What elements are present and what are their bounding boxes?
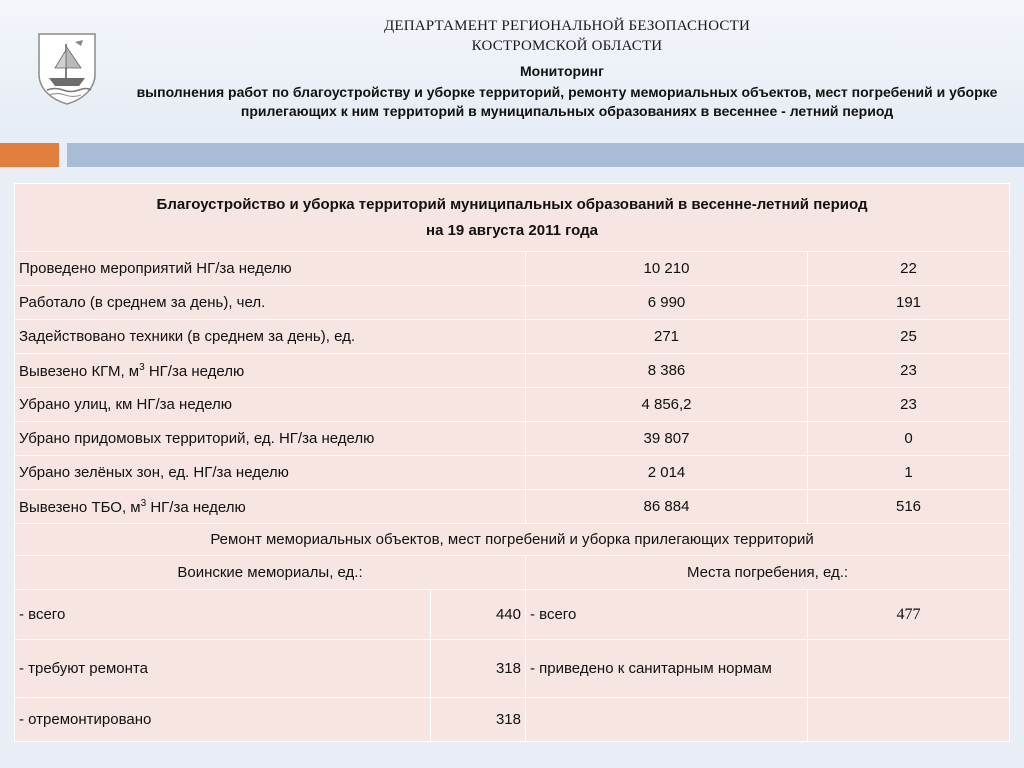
memorials-header: Воинские мемориалы, ед.: — [15, 556, 526, 590]
table-row — [15, 320, 1010, 354]
monitoring-description: выполнения работ по благоустройству и уборке территорий, ремонту мемориальных объектов, мест погребений и уборке прилегающих к ним территорий в муниципальных образованиях в весеннее - летний период — [136, 84, 998, 119]
row-value-week: 23 — [808, 354, 1010, 388]
memorial-label: - требуют ремонта — [15, 640, 431, 698]
table-row — [15, 456, 1010, 490]
row-value-total: 6 990 — [526, 286, 808, 320]
repair-section-header: Ремонт мемориальных объектов, мест погребений и уборка прилегающих территорий — [15, 524, 1010, 556]
row-value-week: 516 — [808, 490, 1010, 524]
table-row — [15, 640, 1010, 698]
row-label: Убрано придомовых территорий, ед. НГ/за неделю — [15, 422, 526, 456]
repair-section-row — [15, 524, 1010, 556]
table-row — [15, 422, 1010, 456]
table-row — [15, 490, 1010, 524]
row-value-total: 2 014 — [526, 456, 808, 490]
row-value-total: 8 386 — [526, 354, 808, 388]
burial-value — [808, 698, 1010, 742]
memorial-label: - отремонтировано — [15, 698, 431, 742]
memorial-value: 318 — [431, 698, 526, 742]
row-label-text-suffix: НГ/за неделю — [144, 362, 245, 380]
table-row — [15, 354, 1010, 388]
row-label-text: Вывезено КГМ, м — [19, 362, 140, 380]
table-title — [15, 184, 1010, 252]
row-label: Задействовано техники (в среднем за день), ед. — [15, 320, 526, 354]
row-label: Проведено мероприятий НГ/за неделю — [15, 252, 526, 286]
table-title-row — [15, 184, 1010, 252]
row-value-week: 25 — [808, 320, 1010, 354]
accent-bar-blue — [67, 143, 1024, 167]
burial-value: 477 — [808, 590, 1010, 640]
row-value-total: 10 210 — [526, 252, 808, 286]
memorial-label: - всего — [15, 590, 431, 640]
table-row — [15, 388, 1010, 422]
burial-label: - всего — [526, 590, 808, 640]
memorial-value: 440 — [431, 590, 526, 640]
row-value-week: 22 — [808, 252, 1010, 286]
burial-label: - приведено к санитарным нормам — [526, 640, 808, 698]
row-label-superscript: 3 — [139, 361, 145, 373]
burials-header: Места погребения, ед.: — [526, 556, 1010, 590]
row-label — [15, 354, 526, 388]
table-row — [15, 252, 1010, 286]
table-title-line1: Благоустройство и уборка территорий муниципальных образований в весенне-летний период — [156, 195, 868, 213]
row-value-total: 271 — [526, 320, 808, 354]
row-value-week: 1 — [808, 456, 1010, 490]
row-label-text: Вывезено ТБО, м — [19, 498, 141, 516]
burial-value — [808, 640, 1010, 698]
memorial-value: 318 — [431, 640, 526, 698]
row-value-total: 39 807 — [526, 422, 808, 456]
row-value-week: 0 — [808, 422, 1010, 456]
row-label: Убрано зелёных зон, ед. НГ/за неделю — [15, 456, 526, 490]
department-name-line2: КОСТРОМСКОЙ ОБЛАСТИ — [471, 38, 663, 54]
statistics-table — [14, 183, 1010, 742]
row-label-superscript: 3 — [140, 497, 147, 509]
row-label-text-suffix: НГ/за неделю — [146, 498, 246, 516]
accent-bar-orange — [0, 143, 59, 167]
row-value-week: 191 — [808, 286, 1010, 320]
row-value-total: 4 856,2 — [526, 388, 808, 422]
table-title-line2: на 19 августа 2011 года — [426, 221, 599, 239]
row-label: Убрано улиц, км НГ/за неделю — [15, 388, 526, 422]
row-value-week: 23 — [808, 388, 1010, 422]
row-label: Работало (в среднем за день), чел. — [15, 286, 526, 320]
subsection-header-row — [15, 556, 1010, 590]
table-row — [15, 590, 1010, 640]
row-label — [15, 490, 526, 524]
monitoring-title: Мониторинг — [520, 63, 604, 79]
row-value-total: 86 884 — [526, 490, 808, 524]
table-row — [15, 286, 1010, 320]
department-name-line1: ДЕПАРТАМЕНТ РЕГИОНАЛЬНОЙ БЕЗОПАСНОСТИ — [383, 18, 751, 34]
table-row — [15, 698, 1010, 742]
burial-label — [526, 698, 808, 742]
